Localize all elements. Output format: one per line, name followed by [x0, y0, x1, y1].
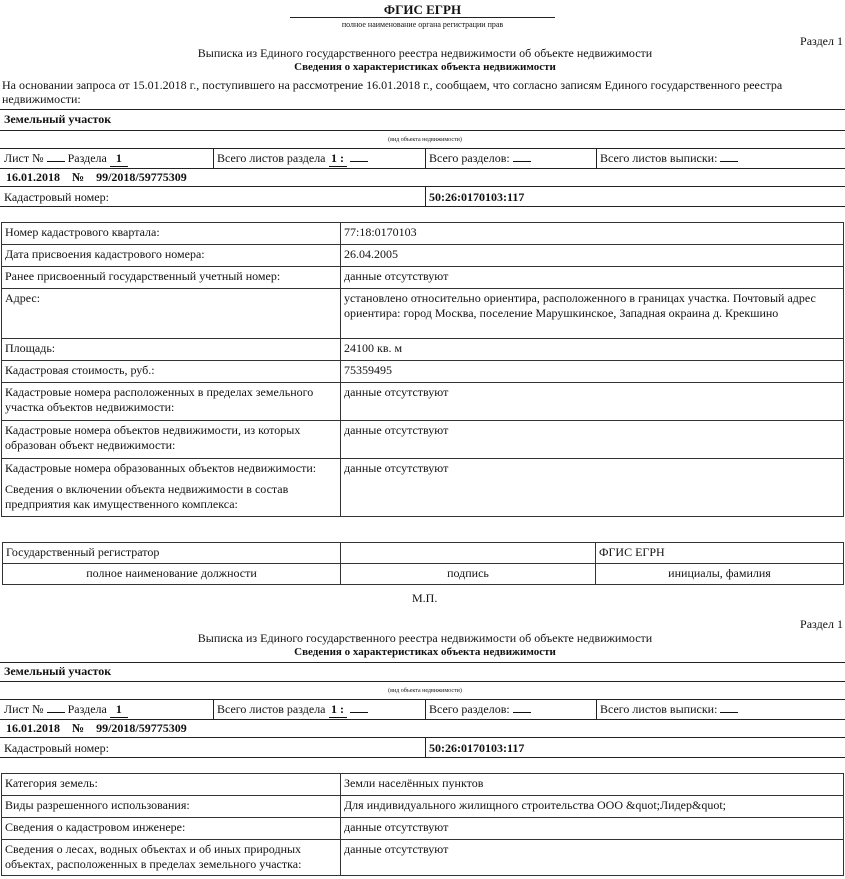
- sheet-info: [4, 151, 128, 167]
- characteristics-table-2: [1, 773, 844, 876]
- sheets-in-section: [217, 151, 368, 167]
- row-value: данные отсутствуют: [341, 267, 844, 289]
- row-label: Кадастровые номера расположенных в пределах земельного участка объектов недвижимости:: [2, 383, 341, 421]
- sheets-total-label-2: Всего листов выписки:: [600, 702, 718, 716]
- row-label: Кадастровые номера объектов недвижимости, из которых образован объект недвижимости:: [2, 421, 341, 459]
- row-label: Ранее присвоенный государственный учетный номер:: [2, 267, 341, 289]
- org-underline: [290, 17, 555, 18]
- table-row: [2, 774, 844, 796]
- object-type: Земельный участок: [4, 112, 112, 126]
- org-caption: полное наименование органа регистрации прав: [341, 20, 504, 29]
- row-value: Для индивидуального жилищного строительства ООО &quot;Лидер&quot;: [341, 796, 844, 818]
- signature-blank: [341, 543, 596, 564]
- table-row: [2, 796, 844, 818]
- row-label: Адрес:: [2, 289, 341, 339]
- cadastral-label-2: Кадастровый номер:: [4, 741, 109, 755]
- object-type-caption: (вид объекта недвижимости): [388, 137, 462, 143]
- row-label-group: [2, 459, 341, 517]
- row-label: Категория земель:: [2, 774, 341, 796]
- object-type-caption-2: (вид объекта недвижимости): [388, 688, 462, 694]
- number-sign: №: [72, 170, 85, 184]
- extract-number: 99/2018/59775309: [96, 170, 187, 184]
- row-label: Сведения о кадастровом инженере:: [2, 818, 341, 840]
- document-subtitle: Сведения о характеристиках объекта недвижимости: [294, 61, 556, 73]
- sheets-in-section-value: 1 :: [329, 151, 347, 167]
- row-label: Дата присвоения кадастрового номера:: [2, 245, 341, 267]
- stamp-mark: М.П.: [412, 591, 438, 605]
- sheet-info-2: [4, 702, 128, 718]
- row-label: Кадастровые номера образованных объектов недвижимости:: [5, 461, 317, 475]
- table-row: [2, 223, 844, 245]
- registrar-org: ФГИС ЕГРН: [596, 543, 844, 564]
- table-row: [2, 383, 844, 421]
- table-row: [2, 818, 844, 840]
- sheet-no-label-2: Лист №: [4, 702, 44, 716]
- sections-total-label: Всего разделов:: [429, 151, 510, 165]
- table-row: [2, 339, 844, 361]
- sheet-no-label: Лист №: [4, 151, 44, 165]
- signature-table: [2, 542, 844, 585]
- cadastral-value: 50:26:0170103:117: [429, 190, 525, 204]
- characteristics-table: [1, 222, 844, 517]
- sections-total-2: [429, 702, 531, 717]
- cadastral-value-2: 50:26:0170103:117: [429, 741, 525, 755]
- row-value: 24100 кв. м: [341, 339, 844, 361]
- row-value: данные отсутствуют: [341, 840, 844, 876]
- number-sign-2: №: [72, 721, 85, 735]
- row-value: Земли населённых пунктов: [341, 774, 844, 796]
- sheets-total: [600, 151, 738, 166]
- row-value: данные отсутствуют: [341, 459, 844, 517]
- extract-date-2: 16.01.2018: [6, 721, 60, 735]
- document-title: Выписка из Единого государственного реестра недвижимости об объекте недвижимости: [197, 46, 653, 60]
- registrar-position: Государственный регистратор: [3, 543, 341, 564]
- table-row: [2, 245, 844, 267]
- cadastral-label: Кадастровый номер:: [4, 190, 109, 204]
- row-label: Площадь:: [2, 339, 341, 361]
- section-label: Раздел 1: [800, 34, 843, 48]
- row-label: Сведения о лесах, водных объектах и об иных природных объектах, расположенных в пределах земельного участка:: [2, 840, 341, 876]
- caption-position: полное наименование должности: [3, 564, 341, 585]
- sheets-total-2: [600, 702, 738, 717]
- row-value: данные отсутствуют: [341, 383, 844, 421]
- extract-date: 16.01.2018: [6, 170, 60, 184]
- row-label-2: Сведения о включении объекта недвижимости в состав предприятия как имущественного комплекса:: [5, 482, 289, 511]
- row-value: установлено относительно ориентира, расположенного в границах участка. Почтовый адрес ориентира: город Москва, поселение Марушкинское, Западная окраина д. Крекшино: [341, 289, 844, 339]
- table-row: [2, 267, 844, 289]
- extract-number-2: 99/2018/59775309: [96, 721, 187, 735]
- row-value: данные отсутствуют: [341, 818, 844, 840]
- section-no-value-2: 1: [110, 702, 128, 718]
- org-name: ФГИС ЕГРН: [383, 2, 462, 17]
- table-row: [2, 361, 844, 383]
- table-row: [2, 421, 844, 459]
- document-subtitle-2: Сведения о характеристиках объекта недвижимости: [294, 646, 556, 658]
- row-label: Виды разрешенного использования:: [2, 796, 341, 818]
- table-row: [2, 289, 844, 339]
- extract-date-number-2: [6, 721, 187, 736]
- caption-signature: подпись: [341, 564, 596, 585]
- table-row: [2, 840, 844, 876]
- sheets-total-label: Всего листов выписки:: [600, 151, 718, 165]
- sections-total: [429, 151, 531, 166]
- row-label: Кадастровая стоимость, руб.:: [2, 361, 341, 383]
- sheets-in-section-label-2: Всего листов раздела: [217, 702, 326, 716]
- sections-total-label-2: Всего разделов:: [429, 702, 510, 716]
- table-row: [2, 459, 844, 517]
- caption-name: инициалы, фамилия: [596, 564, 844, 585]
- row-label: Номер кадастрового квартала:: [2, 223, 341, 245]
- sheets-in-section-2: [217, 702, 368, 718]
- row-value: 26.04.2005: [341, 245, 844, 267]
- section-no-label-2: Раздела: [67, 702, 107, 716]
- row-value: 75359495: [341, 361, 844, 383]
- section-no-value: 1: [110, 151, 128, 167]
- sheets-in-section-label: Всего листов раздела: [217, 151, 326, 165]
- sheets-in-section-value-2: 1 :: [329, 702, 347, 718]
- object-type-2: Земельный участок: [4, 664, 112, 678]
- intro-text: На основании запроса от 15.01.2018 г., поступившего на рассмотрение 16.01.2018 г., сообщаем, что согласно записям Единого государственного реестра недвижимости:: [2, 78, 783, 106]
- row-value: 77:18:0170103: [341, 223, 844, 245]
- extract-date-number: [6, 170, 187, 185]
- document-title-2: Выписка из Единого государственного реестра недвижимости об объекте недвижимости: [197, 631, 653, 645]
- row-value: данные отсутствуют: [341, 421, 844, 459]
- section-label-2: Раздел 1: [800, 617, 843, 631]
- section-no-label: Раздела: [67, 151, 107, 165]
